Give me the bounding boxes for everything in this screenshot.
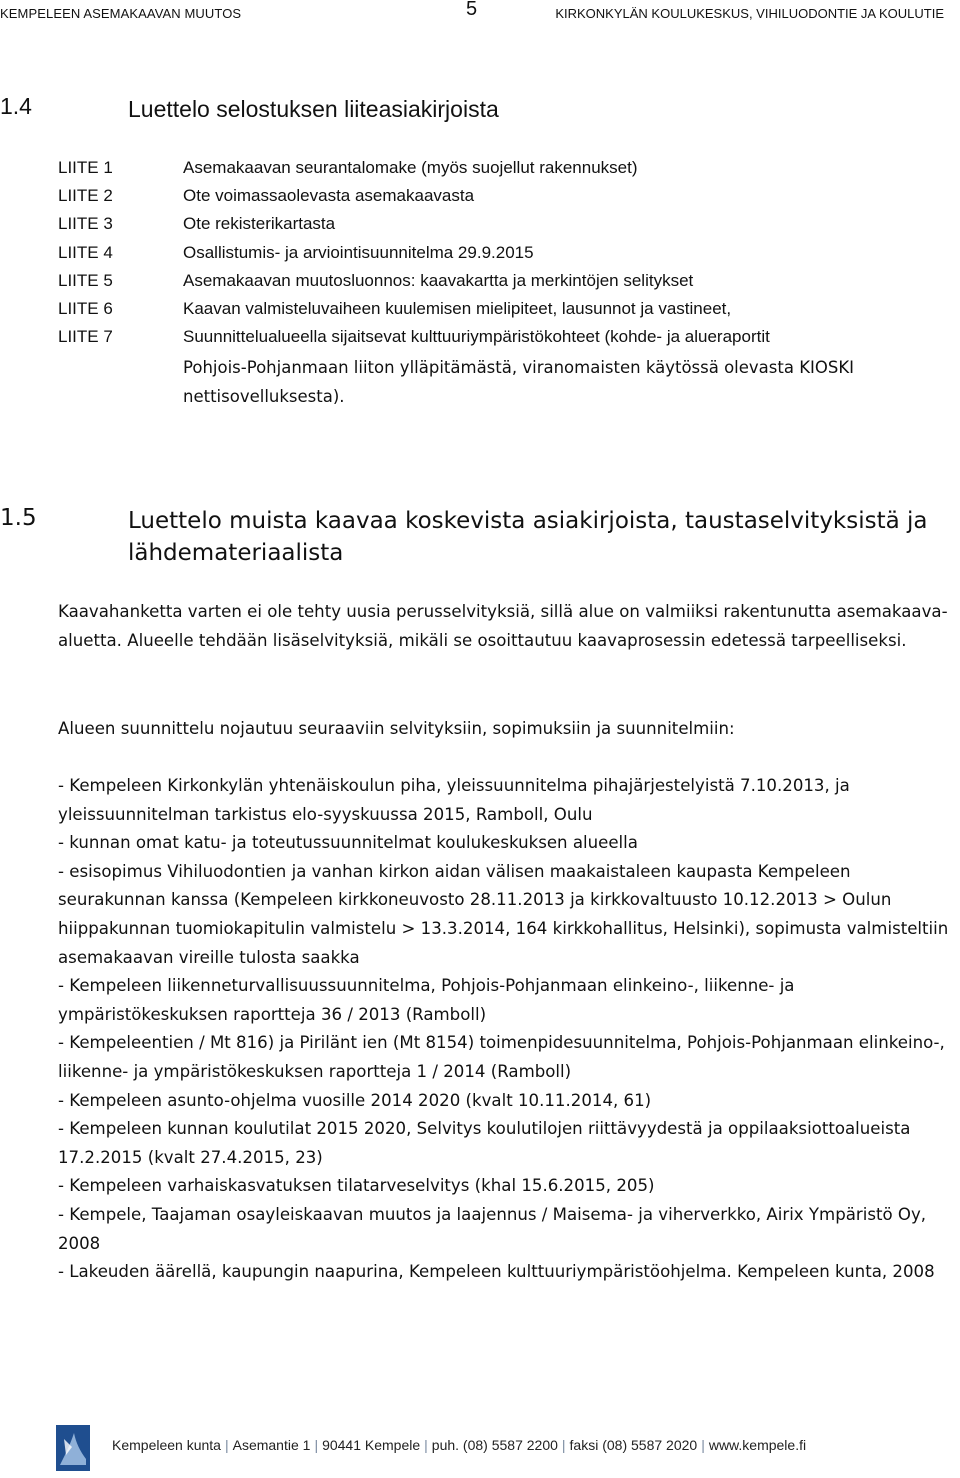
footer-org: Kempeleen kunta [112, 1437, 221, 1453]
header-left: KEMPELEEN ASEMAKAAVAN MUUTOS [0, 6, 242, 21]
annex-row [0, 324, 960, 352]
annex-description: Asemakaavan muutosluonnos: kaavakartta ja merkintöjen selitykset [183, 270, 694, 290]
section-number: 1.5 [0, 505, 37, 531]
annex-code: LIITE 3 [58, 214, 113, 234]
page-footer [56, 1423, 936, 1473]
annex-7-continuation: Pohjois-Pohjanmaan liiton ylläpitämästä, viranomaisten käytössä olevasta KIOSKI nettisovelluksesta). [183, 358, 855, 406]
footer-web[interactable]: www.kempele.fi [708, 1437, 807, 1453]
footer-fax: faksi (08) 5587 2020 [569, 1437, 698, 1453]
annex-row [0, 155, 960, 183]
page-number: 5 [466, 0, 478, 20]
header-right: KIRKONKYLÄN KOULUKESKUS, VIHILUODONTIE JA KOULUTIE [555, 6, 944, 21]
reference-item: - Kempeleen liikenneturvallisuussuunnitelma, Pohjois-Pohjanmaan elinkeino-, liikenne- ja ympäristökeskuksen raportteja 36 / 2013 (Ramboll) [58, 976, 795, 1024]
footer-contact: Kempeleen kunta | Asemantie 1 | 90441 Kempele | puh. (08) 5587 2200 | faksi (08) 5587 2020 | www.kempele.fi [112, 1437, 807, 1453]
annex-row [0, 183, 960, 211]
reference-item: - Kempeleen varhaiskasvatuksen tilatarveselvitys (khal 15.6.2015, 205) [58, 1176, 655, 1196]
footer-phone: puh. (08) 5587 2200 [431, 1437, 558, 1453]
kempele-logo-icon [56, 1425, 90, 1471]
annex-description: Asemakaavan seurantalomake (myös suojellut rakennukset) [183, 158, 638, 177]
annex-row [0, 240, 960, 268]
reference-item: - Kempele, Taajaman osayleiskaavan muutos ja laajennus / Maisema- ja viherverkko, Airix Ympäristö Oy, 2008 [58, 1204, 927, 1253]
section-number: 1.4 [0, 93, 32, 119]
annex-code: LIITE 1 [58, 158, 113, 177]
annex-description: Osallistumis- ja arviointisuunnitelma 29.9.2015 [183, 242, 534, 262]
annex-code: LIITE 6 [58, 298, 113, 318]
annex-row [0, 296, 960, 324]
annex-list [0, 155, 960, 406]
page-header [0, 0, 960, 30]
reference-item: - Kempeleen kunnan koulutilat 2015 2020, Selvitys koulutilojen riittävyydestä ja oppilaaksiottoalueista 17.2.2015 (kvalt 27.4.2015, 23) [58, 1119, 911, 1167]
annex-description: Ote rekisterikartasta [183, 214, 336, 234]
annex-code: LIITE 4 [58, 242, 113, 262]
basis-paragraph: Alueen suunnittelu nojautuu seuraaviin selvityksiin, sopimuksiin ja suunnitelmiin: [58, 719, 735, 738]
reference-item: - Kempeleen Kirkonkylän yhtenäiskoulun piha, yleissuunnitelma pihajärjestelyistä 7.10.2013, ja yleissuunnitelman tarkistus elo-syyskuussa 2015, Ramboll, Oulu [58, 776, 850, 824]
reference-item: - Kempeleen asunto-ohjelma vuosille 2014 2020 (kvalt 10.11.2014, 61) [58, 1090, 652, 1110]
reference-item: - Kempeleentien / Mt 816) ja Pirilänt ien (Mt 8154) toimenpidesuunnitelma, Pohjois-Pohjanmaan elinkeino-, liikenne- ja ympäristökeskuksen raportteja 1 / 2014 (Ramboll) [58, 1033, 945, 1081]
intro-paragraph: Kaavahanketta varten ei ole tehty uusia perusselvityksiä, sillä alue on valmiiksi rakentunutta asemakaava-aluetta. Alueelle tehdään lisäselvityksiä, mikäli se osoittautuu kaavaprosessin edetessä tarpeelliseksi. [58, 602, 948, 650]
annex-code: LIITE 2 [58, 186, 113, 206]
annex-row [0, 268, 960, 296]
annex-description: Ote voimassaolevasta asemakaavasta [183, 186, 475, 206]
reference-item: - Lakeuden äärellä, kaupungin naapurina, Kempeleen kulttuuriympäristöohjelma. Kempeleen kunta, 2008 [58, 1262, 935, 1282]
footer-postal: 90441 Kempele [322, 1437, 421, 1453]
reference-list [58, 772, 958, 1287]
annex-description: Kaavan valmisteluvaiheen kuulemisen mielipiteet, lausunnot ja vastineet, [183, 298, 732, 318]
reference-item: - kunnan omat katu- ja toteutussuunnitelmat koulukeskuksen alueella [58, 833, 638, 853]
reference-item: - esisopimus Vihiluodontien ja vanhan kirkon aidan välisen maakaistaleen kaupasta Kempeleen seurakunnan kanssa (Kempeleen kirkkoneuvosto 28.11.2013 ja kirkkovaltuusto 10.12.2013 > Oulun hiippakunnan tuomiokapitulin valmistelu > 13.3.2014, 164 kirkkohallitus, Helsinki), sopimusta valmisteltiin asemakaavan vireille tulosta saakka [58, 861, 949, 967]
annex-code: LIITE 7 [58, 327, 113, 347]
section-title: Luettelo selostuksen liiteasiakirjoista [128, 96, 499, 122]
section-title: Luettelo muista kaavaa koskevista asiakirjoista, taustaselvityksistä ja lähdemateriaalista [128, 508, 928, 566]
footer-address: Asemantie 1 [232, 1437, 311, 1453]
annex-description: Suunnittelualueella sijaitsevat kulttuuriympäristökohteet (kohde- ja alueraportit [183, 327, 770, 347]
annex-row [0, 211, 960, 239]
annex-code: LIITE 5 [58, 270, 113, 290]
